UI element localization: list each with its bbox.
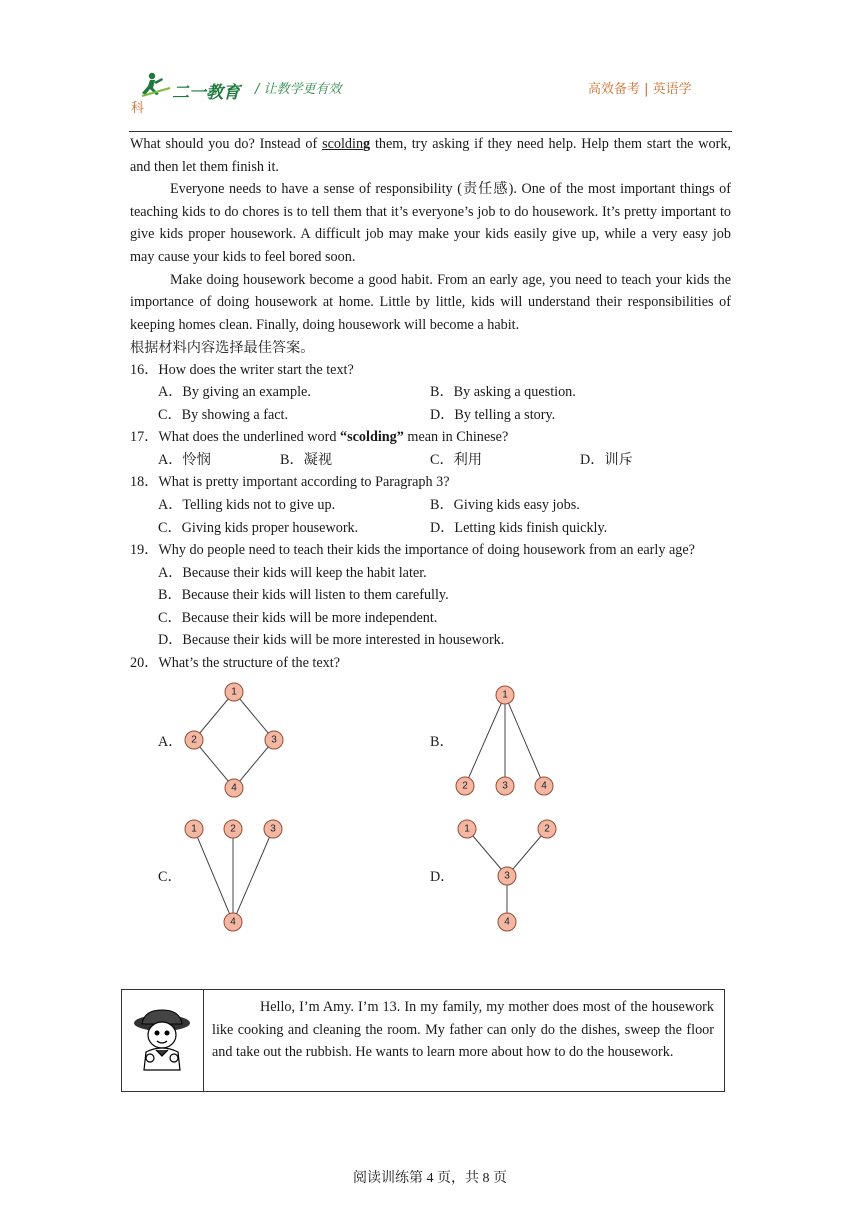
q19-option-b: B．Because their kids will listen to them carefully. <box>158 587 449 603</box>
svg-text:4: 4 <box>541 780 547 792</box>
logo-text: 二一教育 <box>172 83 240 103</box>
diagram-b-node-3 <box>496 777 514 795</box>
q17-option-b: B．凝视 <box>280 452 333 468</box>
q17-option-a: A．怜悯 <box>158 452 211 468</box>
diagram-c-node-2 <box>224 820 242 838</box>
diagram-a-node-2 <box>185 731 203 749</box>
svg-text:4: 4 <box>231 782 237 794</box>
q19-option-c: C．Because their kids will be more independent. <box>158 610 438 626</box>
q19-option-a: A．Because their kids will keep the habit later. <box>158 565 427 581</box>
q16-option-c: C．By showing a fact. <box>158 407 289 423</box>
svg-text:2: 2 <box>230 823 236 835</box>
girl-cartoon-icon <box>128 1006 196 1074</box>
svg-text:1: 1 <box>191 823 197 835</box>
passage-paragraph-2: Everyone needs to have a sense of responsibility (责任感). One of the most important things of teaching kids to do chores is to tell them that it’s everyone’s job to do housework. It’s pretty important to give kids proper housework. A difficult job may make your kids easily give up, while a very easy job may cause your kids to feel bored soon. <box>130 181 731 265</box>
header-subject: 高效备考 | 英语学 <box>588 82 692 97</box>
header-slogan: / 让教学更有效 <box>255 82 342 97</box>
svg-text:2: 2 <box>462 780 468 792</box>
diagram-c-node-3 <box>264 820 282 838</box>
svg-text:2: 2 <box>544 823 550 835</box>
amy-text-content: Hello, I’m Amy. I’m 13. In my family, my mother does most of the housework like cooking and cleaning the room. My father can only do the dishes, sweep the floor and take out the rubbish. He wants to learn more about how to do the housework. <box>212 999 714 1061</box>
diagram-a <box>185 683 283 797</box>
instruction: 根据材料内容选择最佳答案。 <box>130 340 315 356</box>
diagram-a-node-1 <box>225 683 243 701</box>
svg-text:3: 3 <box>504 870 510 882</box>
q20-option-a-label: A． <box>158 734 183 750</box>
svg-text:4: 4 <box>504 916 510 928</box>
q19-option-d: D．Because their kids will be more interested in housework. <box>158 632 505 648</box>
svg-text:3: 3 <box>270 823 276 835</box>
q17-stem-after: mean in Chinese? <box>403 429 509 445</box>
q20-option-d-label: D． <box>430 869 455 885</box>
q17-option-c: C．利用 <box>430 452 483 468</box>
svg-text:1: 1 <box>231 686 237 698</box>
svg-text:4: 4 <box>230 916 236 928</box>
p1-text-before: What should you do? Instead of <box>130 136 323 152</box>
q16-option-a: A．By giving an example. <box>158 384 311 400</box>
svg-text:3: 3 <box>271 734 277 746</box>
q17-stem-word: “scolding” <box>340 429 404 445</box>
diagram-d-node-4 <box>498 913 516 931</box>
amy-text <box>212 996 714 1064</box>
diagram-c <box>185 820 282 931</box>
diagram-d-node-3 <box>498 867 516 885</box>
q17-option-d: D．训斥 <box>580 452 633 468</box>
diagram-c-node-1 <box>185 820 203 838</box>
q20-option-b-label: B． <box>430 734 454 750</box>
passage-paragraph-3: Make doing housework become a good habit. From an early age, you need to teach your kids the importance of doing housework at home. Little by little, kids will understand their responsibilities of keeping homes clean. Finally, doing housework will become a habit. <box>130 271 731 333</box>
diagram-d-node-2 <box>538 820 556 838</box>
underlined-word: scolding <box>322 136 371 152</box>
diagram-b-node-1 <box>496 686 514 704</box>
diagram-d <box>458 820 556 931</box>
q16-option-d: D．By telling a story. <box>430 407 556 423</box>
q18-option-b: B．Giving kids easy jobs. <box>430 497 580 513</box>
diagram-b-node-4 <box>535 777 553 795</box>
question-18-stem: 18．What is pretty important according to Paragraph 3? <box>130 474 450 490</box>
q20-option-c-label: C． <box>158 869 182 885</box>
diagram-b <box>456 686 553 795</box>
p1-text-after: them, try asking if they need help. Help them start the work, and then let them finish it. <box>130 136 731 175</box>
q18-option-a: A．Telling kids not to give up. <box>158 497 336 513</box>
question-16-stem: 16．How does the writer start the text? <box>130 362 354 378</box>
svg-text:1: 1 <box>464 823 470 835</box>
question-20-stem: 20．What’s the structure of the text? <box>130 655 340 671</box>
diagram-a-node-4 <box>225 779 243 797</box>
q16-option-b: B．By asking a question. <box>430 384 576 400</box>
amy-box-divider <box>203 989 204 1092</box>
q17-stem-before: 17．What does the underlined word <box>130 429 341 445</box>
header-subject-wrap: 科 <box>131 101 145 116</box>
diagram-d-node-1 <box>458 820 476 838</box>
diagram-b-node-2 <box>456 777 474 795</box>
diagram-c-node-4 <box>224 913 242 931</box>
svg-text:1: 1 <box>502 689 508 701</box>
q18-option-c: C．Giving kids proper housework. <box>158 520 359 536</box>
diagram-a-node-3 <box>265 731 283 749</box>
svg-text:2: 2 <box>191 734 197 746</box>
page-footer: 阅读训练第 4 页，共 8 页 <box>353 1171 507 1186</box>
svg-text:3: 3 <box>502 780 508 792</box>
q18-option-d: D．Letting kids finish quickly. <box>430 520 608 536</box>
question-19-stem: 19．Why do people need to teach their kids the importance of doing housework from an early age? <box>130 542 695 558</box>
